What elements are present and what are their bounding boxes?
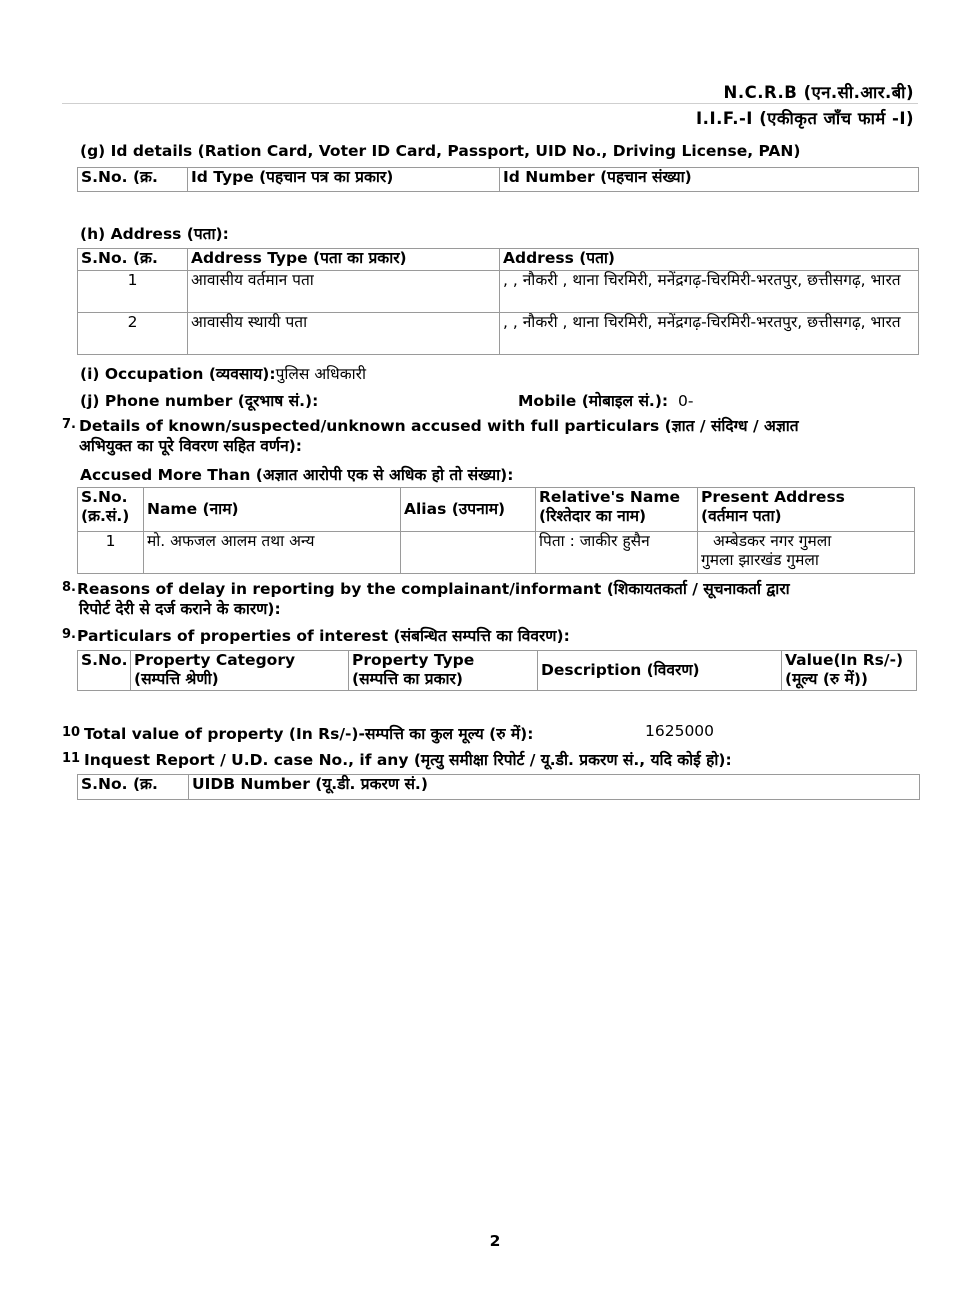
accused-more-than: Accused More Than (अज्ञात आरोपी एक से अधिक हो तो संख्या): [80, 466, 514, 484]
accused-col-name: Name (नाम) [144, 488, 401, 532]
address-table [77, 248, 919, 355]
accused-col-address: Present Address (वर्तमान पता) [698, 488, 915, 532]
address-sno: 2 [78, 313, 188, 355]
occupation-line [80, 362, 366, 384]
phone-label: (j) Phone number (दूरभाष सं.): [80, 392, 319, 410]
section-7-number: 7. [62, 417, 76, 432]
accused-name: मो. अफजल आलम तथा अन्य [144, 532, 401, 574]
property-col-category: Property Category (सम्पत्ति श्रेणी) [131, 651, 349, 691]
form-title: I.I.F.-I (एकीकृत जाँच फार्म -I) [696, 109, 914, 128]
section-8-number: 8. [62, 580, 76, 595]
section-11-number: 11 [62, 751, 81, 766]
inquest-table [77, 774, 920, 800]
inquest-label: Inquest Report / U.D. case No., if any (मृत्यु समीक्षा रिपोर्ट / यू.डी. प्रकरण सं., यदि कोई हो): [84, 751, 732, 769]
id-details-title: (g) Id details (Ration Card, Voter ID Card, Passport, UID No., Driving License, PAN) [80, 142, 801, 160]
accused-col-relative: Relative's Name (रिश्तेदार का नाम) [536, 488, 698, 532]
accused-sno: 1 [78, 532, 144, 574]
properties-table [77, 650, 917, 691]
address-col-type: Address Type (पता का प्रकार) [188, 249, 500, 271]
property-col-description: Description (विवरण) [538, 651, 782, 691]
properties-title: Particulars of properties of interest (संबन्धित सम्पत्ति का विवरण): [77, 627, 570, 645]
delay-title-line2: रिपोर्ट देरी से दर्ज कराने के कारण): [79, 600, 281, 618]
occupation-label: (i) Occupation (व्यवसाय): [80, 365, 276, 383]
property-col-sno: S.No. [78, 651, 131, 691]
address-value: , , नौकरी , थाना चिरमिरी, मनेंद्रगढ़-चिरमिरी-भरतपुर, छत्तीसगढ़, भारत [500, 271, 919, 313]
address-value: , , नौकरी , थाना चिरमिरी, मनेंद्रगढ़-चिरमिरी-भरतपुर, छत्तीसगढ़, भारत [500, 313, 919, 355]
occupation-value: पुलिस अधिकारी [275, 365, 366, 383]
mobile-line [518, 389, 693, 411]
id-details-table [77, 167, 919, 192]
accused-address: अम्बेडकर नगर गुमला गुमला झारखंड गुमला [698, 532, 915, 574]
address-type: आवासीय स्थायी पता [188, 313, 500, 355]
table-row [78, 313, 919, 355]
address-col-sno: S.No. (क्र. [78, 249, 188, 271]
accused-alias [401, 532, 536, 574]
mobile-label: Mobile (मोबाइल सं.): [518, 392, 669, 410]
accused-title-line2: अभियुक्त का पूरे विवरण सहित वर्णन): [79, 437, 302, 455]
mobile-value: 0- [677, 392, 694, 410]
page-number: 2 [489, 1232, 501, 1250]
property-col-type: Property Type (सम्पत्ति का प्रकार) [349, 651, 538, 691]
address-title: (h) Address (पता): [80, 225, 229, 243]
property-col-value: Value(In Rs/-) (मूल्य (रु में)) [782, 651, 917, 691]
accused-col-sno: S.No. (क्र.सं.) [78, 488, 144, 532]
id-col-sno: S.No. (क्र. [78, 168, 188, 192]
total-value-label: Total value of property (In Rs/-)-सम्पत्ति का कुल मूल्य (रु में): [84, 725, 534, 743]
address-col-address: Address (पता) [500, 249, 919, 271]
id-col-type: Id Type (पहचान पत्र का प्रकार) [188, 168, 500, 192]
address-sno: 1 [78, 271, 188, 313]
table-row [78, 532, 915, 574]
address-type: आवासीय वर्तमान पता [188, 271, 500, 313]
section-10-number: 10 [62, 725, 81, 740]
accused-col-alias: Alias (उपनाम) [401, 488, 536, 532]
accused-relative: पिता : जाकीर हुसैन [536, 532, 698, 574]
ncrb-header: N.C.R.B (एन.सी.आर.बी) [723, 83, 914, 102]
total-value: 1625000 [645, 722, 715, 740]
inquest-col-uidb: UIDB Number (यू.डी. प्रकरण सं.) [189, 775, 920, 800]
section-9-number: 9. [62, 627, 76, 642]
table-row [78, 271, 919, 313]
inquest-col-sno: S.No. (क्र. [78, 775, 189, 800]
accused-title-line1: Details of known/suspected/unknown accused with full particulars (ज्ञात / संदिग्ध / अज्ञात [79, 417, 799, 435]
header-divider [62, 103, 918, 104]
id-col-number: Id Number (पहचान संख्या) [500, 168, 919, 192]
delay-title-line1: Reasons of delay in reporting by the complainant/informant (शिकायतकर्ता / सूचनाकर्ता द्वारा [77, 580, 790, 598]
accused-table [77, 487, 915, 574]
